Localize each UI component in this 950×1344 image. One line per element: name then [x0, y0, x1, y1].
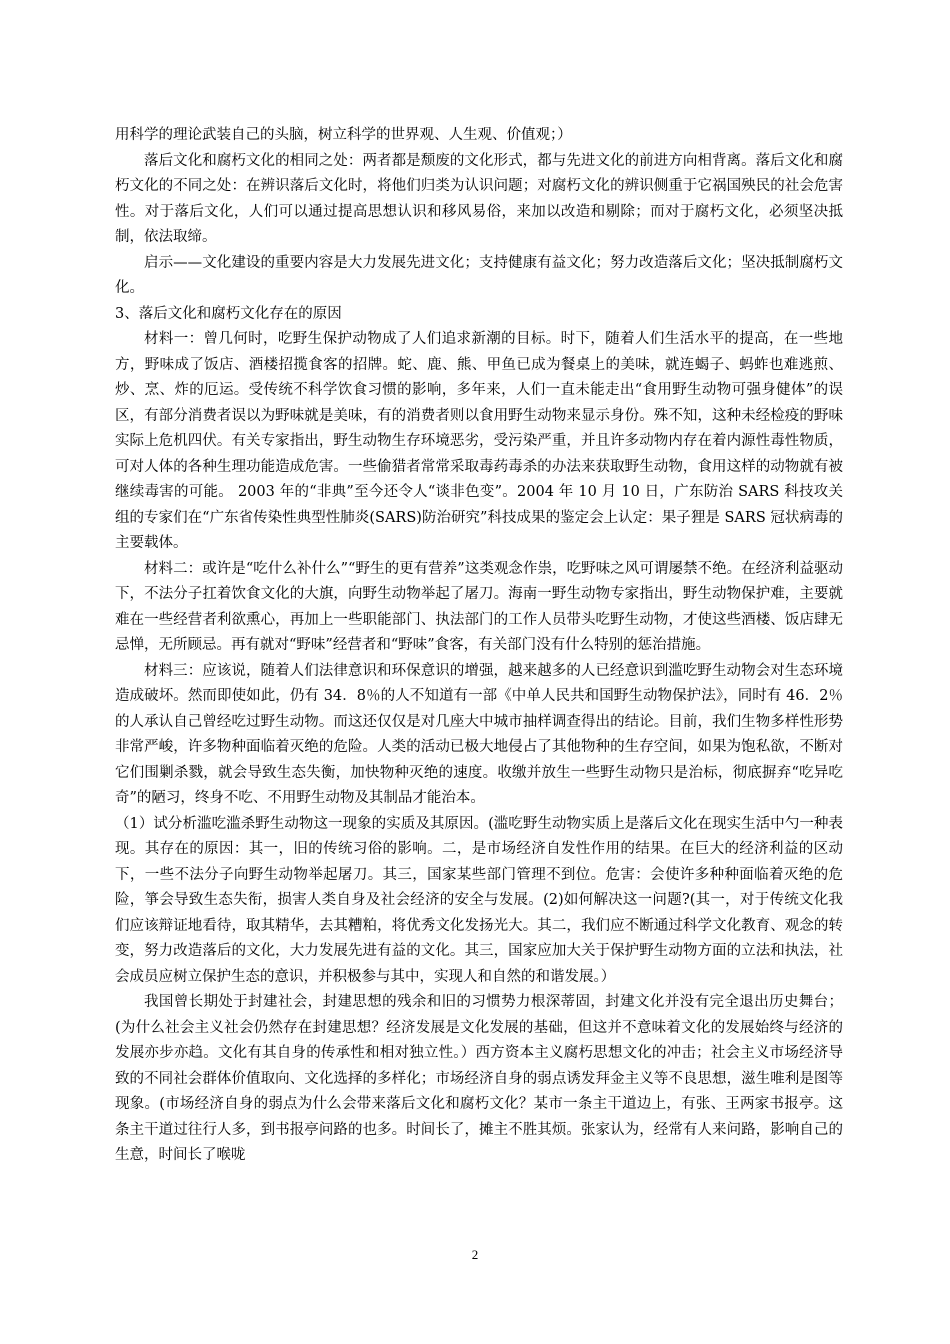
paragraph-material-three: 材料三：应该说，随着人们法律意识和环保意识的增强，越来越多的人已经意识到滥吃野生动物会对生态环境造成破坏。然而即使如此，仍有 34．8％的人不知道有一部《中单人民共和国野生动物保护法》，同时有 46．2％的人承认自己曾经吃过野生动物。而这还仅仅是对几座大中城市抽样调查得出的结论。目前，我们生物多样性形势非常严峻，许多物种面临着灭绝的危险。人类的活动已极大地侵占了其他物种的生存空间，如果为饱私欲，不断对它们围剿杀戮，就会导致生态失衡，加快物种灭绝的速度。收缴并放生一些野生动物只是治标，彻底摒弃“吃异吃奇”的陋习，终身不吃、不用野生动物及其制品才能治本。 [115, 662, 843, 806]
page-number: 2 [471, 1247, 479, 1262]
paragraph-intro-continuation: 用科学的理论武装自己的头脑，树立科学的世界观、人生观、价值观；） [115, 127, 572, 143]
document-body [115, 123, 843, 1169]
paragraph-inspiration: 启示——文化建设的重要内容是大力发展先进文化；支持健康有益文化；努力改造落后文化；坚决抵制腐朽文化。 [115, 254, 843, 296]
section-heading-causes: 3、落后文化和腐朽文化存在的原因 [115, 305, 342, 322]
paragraph-feudal-history: 我国曾长期处于封建社会，封建思想的残余和旧的习惯势力根深蒂固，封建文化并没有完全退出历史舞台；(为什么社会主义社会仍然存在封建思想？经济发展是文化发展的基础，但这并不意味着文化的发展始终与经济的发展亦步亦趋。文化有其自身的传承性和相对独立性。）西方资本主义腐朽思想文化的冲击；社会主义市场经济导致的不同社会群体价值取向、文化选择的多样化；市场经济自身的弱点诱发拜金主义等不良思想，滋生唯利是图等现象。(市场经济自身的弱点为什么会带来落后文化和腐朽文化？某市一条主干道边上，有张、王两家书报亭。这条主干道过往行人多，到书报亭问路的也多。时间长了，摊主不胜其烦。张家认为，经常有人来问路，影响自己的生意，时间长了喉咙 [115, 994, 843, 1163]
paragraph-material-two: 材料二：或许是“吃什么补什么”“野生的更有营养”这类观念作祟，吃野味之风可谓屡禁不绝。在经济利益驱动下，不法分子扛着饮食文化的大旗，向野生动物举起了屠刀。海南一野生动物专家指出，野生动物保护难，主要就难在一些经营者利欲熏心，再加上一些职能部门、执法部门的工作人员带头吃野生动物，才使这些酒楼、饭店肆无忌惮，无所顾忌。再有就对“野味”经营者和“野味”食客，有关部门没有什么特别的惩治措施。 [115, 560, 843, 653]
paragraph-questions: （1）试分析滥吃滥杀野生动物这一现象的实质及其原因。(滥吃野生动物实质上是落后文化在现实生活中勺一种表现。其存在的原因：其一，旧的传统习俗的影响。二，是市场经济自发性作用的结果。在巨大的经济利益的区动下，一些不法分子向野生动物举起屠刀。其三，国家某些部门管理不到位。危害：会使许多种种面临着灭绝的危险，箏会导致生态失衔，损害人类自身及社会经济的安全与发展。(2)如何解决这一问题?(其一，对于传统文化我们应该辩证地看待，取其精华，去其糟粕，将优秀文化发扬光大。其二，我们应不断通过科学文化教育、观念的转变，努力改造落后的文化，大力发展先进有益的文化。其三，国家应加大关于保护野生动物方面的立法和执法，社会成员应树立保护生态的意识，并积极参与其中，实现人和自然的和谐发展。） [115, 815, 843, 985]
paragraph-comparison: 落后文化和腐朽文化的相同之处：两者都是颓废的文化形式，都与先进文化的前进方向相背离。落后文化和腐朽文化的不同之处：在辨识落后文化时，将他们归类为认识问题；对腐朽文化的辨识侧重于它祸国殃民的社会危害性。对于落后文化，人们可以通过提高思想认识和移风易俗，来加以改造和剔除；而对于腐朽文化，必须坚决抵制，依法取缔。 [115, 152, 843, 245]
paragraph-material-one: 材料一：曾几何时，吃野生保护动物成了人们追求新潮的目标。时下，随着人们生活水平的提高，在一些地方，野味成了饭店、酒楼招揽食客的招牌。蛇、鹿、熊、甲鱼已成为餐桌上的美味，就连蝎子、蚂蚱也难逃煎、炒、烹、炸的厄运。受传统不科学饮食习惯的影响，多年来，人们一直未能走出“食用野生动物可强身健体”的误区，有部分消费者误以为野味就是美味，有的消费者则以食用野生动物来显示身份。殊不知，这种未经检疫的野味实际上危机四伏。有关专家指出，野生动物生存环境恶劣，受污染严重，并且许多动物内存在着内源性毒性物质，可对人体的各种生理功能造成危害。一些偷猎者常常采取毒药毒杀的办法来获取野生动物，食用这样的动物就有被继续毒害的可能。 2003 年的“非典”至今还令人“谈非色变”。2004 年 10 月 10 日，广东防治 SARS 科技攻关组的专家们在“广东省传染性典型性肺炎(SARS)防治研究”科技成果的鉴定会上认定：果子狸是 SARS 冠状病毒的主要载体。 [115, 331, 843, 551]
